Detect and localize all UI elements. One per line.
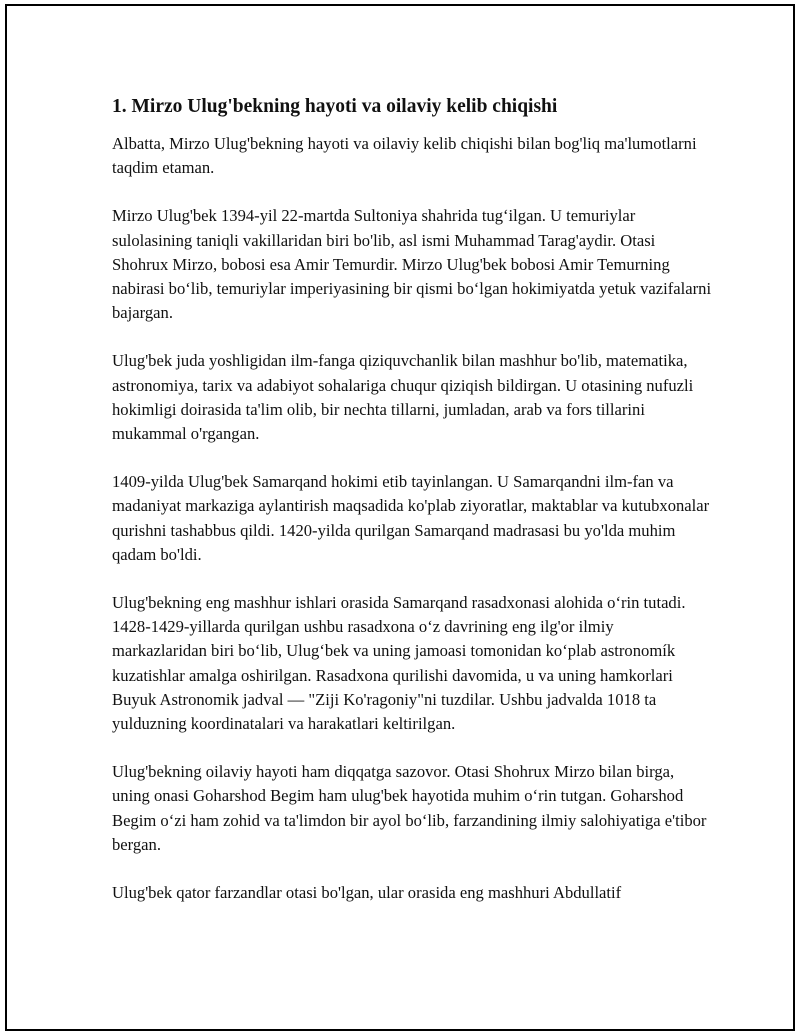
document-body <box>112 94 712 905</box>
paragraph-family: Ulug'bekning oilaviy hayoti ham diqqatga sazovor. Otasi Shohrux Mirzo bilan birga, uning onasi Goharshod Begim ham ulug'bek hayotida muhim o‘rin tutgan. Goharshod Begim o‘zi ham zohid va ta'limdon bir ayol bo‘lib, farzandining ilmiy salohiyatiga e'tibor bergan. <box>112 762 707 854</box>
paragraph-education: Ulug'bek juda yoshligidan ilm-fanga qiziquvchanlik bilan mashhur bo'lib, matematika, astronomiya, tarix va adabiyot sohalariga chuqur qiziqish bildirgan. U otasining nufuzli hokimligi doirasida ta'lim olib, bir nechta tillarni, jumladan, arab va fors tillarini mukammal o'rgangan. <box>112 351 694 444</box>
document-title: 1. Mirzo Ulug'bekning hayoti va oilaviy kelib chiqishi <box>112 96 558 117</box>
paragraph-intro: Albatta, Mirzo Ulug'bekning hayoti va oilaviy kelib chiqishi bilan bog'liq ma'lumotlarni taqdim etaman. <box>112 134 697 178</box>
paragraph-children: Ulug'bek qator farzandlar otasi bo'lgan, ular orasida eng mashhuri Abdullatif <box>112 883 622 903</box>
paragraph-governor: 1409-yilda Ulug'bek Samarqand hokimi etib tayinlangan. U Samarqandni ilm-fan va madaniyat markaziga aylantirish maqsadida ko'plab ziyoratlar, maktablar va kutubxonalar qurishni tashabbus qildi. 1420-yilda qurilgan Samarqand madrasasi bu yo'lda muhim qadam bo'ldi. <box>112 472 710 564</box>
paragraph-birth: Mirzo Ulug'bek 1394-yil 22-martda Sultoniya shahrida tug‘ilgan. U temuriylar sulolasining taniqli vakillaridan biri bo'lib, asl ismi Muhammad Tarag'aydir. Otasi Shohrux Mirzo, bobosi esa Amir Temurdir. Mirzo Ulug'bek bobosi Amir Temurning nabirasi bo‘lib, temuriylar imperiyasining bir qismi bo‘lgan hokimiyatda yetuk vazifalarni bajargan. <box>112 206 712 323</box>
paragraph-observatory: Ulug'bekning eng mashhur ishlari orasida Samarqand rasadxonasi alohida o‘rin tutadi. 1428-1429-yillarda qurilgan ushbu rasadxona o‘z davrining eng ilg'or ilmiy markazlaridan biri bo‘lib, Ulug‘bek va uning jamoasi tomonidan ko‘plab astronomík kuzatishlar amalga oshirilgan. Rasadxona qurilishi davomida, u va uning hamkorlari Buyuk Astronomik jadval — "Ziji Ko'ragoniy"ni tuzdilar. Ushbu jadvalda 1018 ta yulduzning koordinatalari va harakatlari keltirilgan. <box>112 593 686 734</box>
